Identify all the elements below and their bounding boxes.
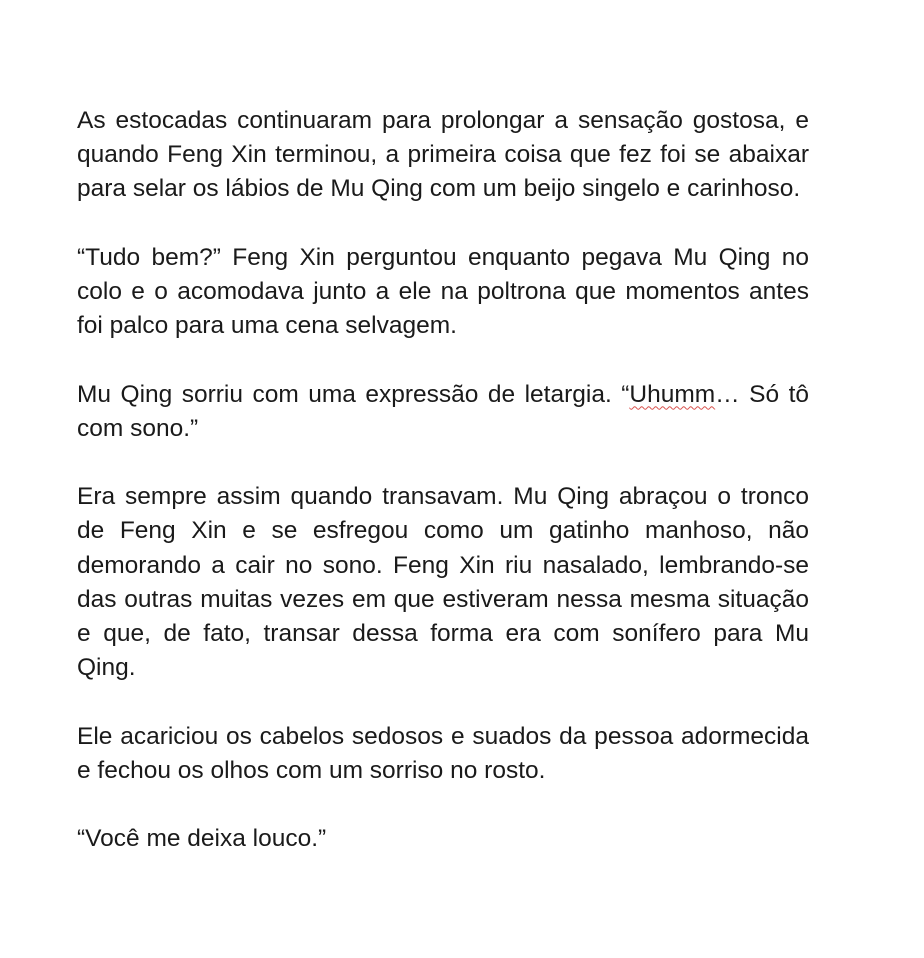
paragraph-6: “Você me deixa louco.” [77,825,327,853]
paragraph-3 [77,378,809,446]
document-body [77,104,809,891]
paragraph-3-text-after: … Só tô com sono.” [77,380,810,442]
paragraph-4: Era sempre assim quando transavam. Mu Qing abraçou o tronco de Feng Xin e se esfregou como um gatinho manhoso, não demorando a cair no sono. Feng Xin riu nasalado, lembrando-se das outras muitas vezes em que estiveram nessa mesma situação e que, de fato, transar dessa forma era com sonífero para Mu Qing. [77,483,809,682]
paragraph-5: Ele acariciou os cabelos sedosos e suados da pessoa adormecida e fechou os olhos com um sorriso no rosto. [77,722,809,784]
paragraph-3-text-before: Mu Qing sorriu com uma expressão de letargia. “ [77,380,630,408]
paragraph-1: As estocadas continuaram para prolongar a sensação gostosa, e quando Feng Xin terminou, a primeira coisa que fez foi se abaixar para selar os lábios de Mu Qing com um beijo singelo e carinhoso. [77,107,809,203]
spellcheck-flagged-word: Uhumm [629,380,716,408]
paragraph-2: “Tudo bem?” Feng Xin perguntou enquanto pegava Mu Qing no colo e o acomodava junto a ele na poltrona que momentos antes foi palco para uma cena selvagem. [77,243,809,340]
